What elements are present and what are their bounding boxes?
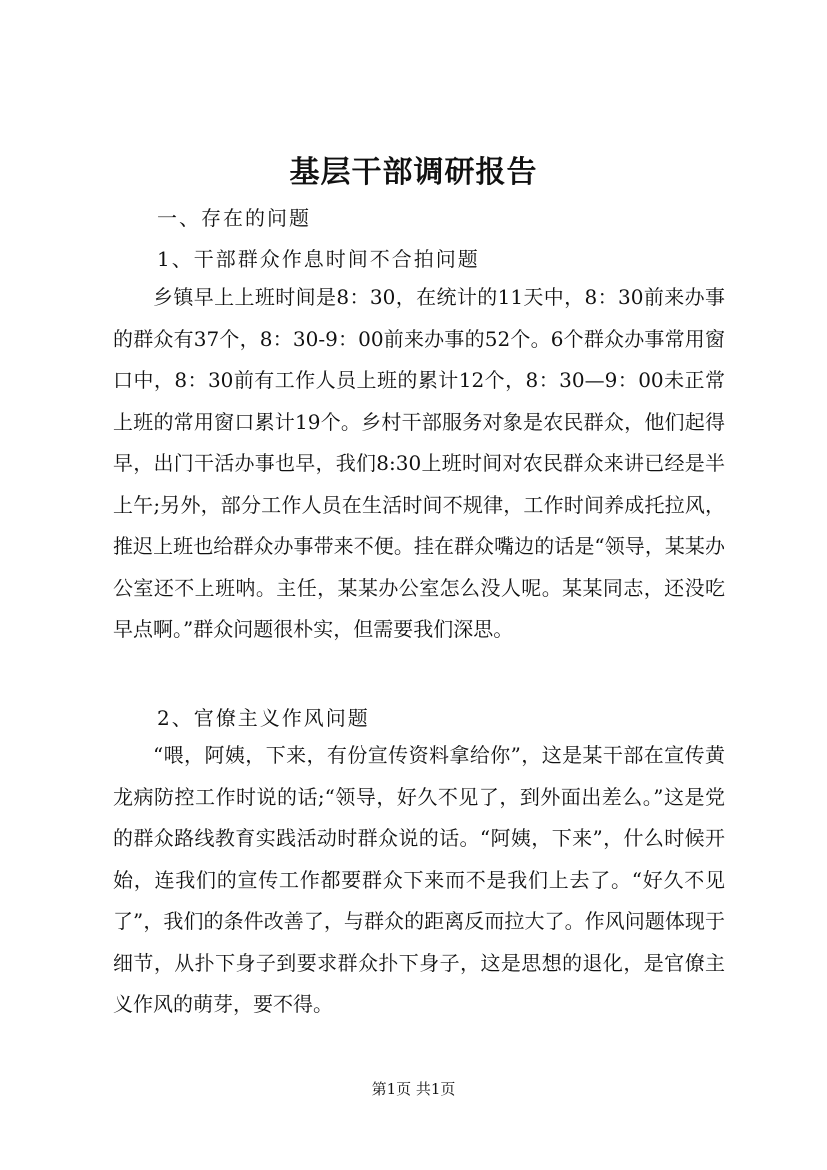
subheading-bureaucracy: 2、官僚主义作风问题 — [157, 706, 370, 730]
section-heading: 一、存在的问题 — [157, 206, 311, 230]
paragraph-bureaucracy: “喂，阿姨，下来，有份宣传资料拿给你”，这是某干部在宣传黄龙病防控工作时说的话;“领导，好久不见了，到外面出差么。”这是党的群众路线教育实践活动时群众说的话。“阿姨，下来”，什么时候开始，连我们的宣传工作都要群众下来而不是我们上去了。“好久不见了”，我们的条件改善了，与群众的距离反而拉大了。作风问题体现于细节，从扑下身子到要求群众扑下身子，这是思想的退化，是官僚主义作风的萌芽，要不得。 — [113, 743, 725, 1016]
page-number-footer: 第1页 共1页 — [371, 1080, 456, 1098]
paragraph-schedule: 乡镇早上上班时间是8：30，在统计的11天中，8：30前来办事的群众有37个，8：30-9：00前来办事的52个。6个群众办事常用窗口中，8：30前有工作人员上班的累计12个，8：30—9：00未正常上班的常用窗口累计19个。乡村干部服务对象是农民群众，他们起得早，出门干活办事也早，我们8:30上班时间对农民群众来讲已经是半上午;另外，部分工作人员在生活时间不规律，工作时间养成托拉风，推迟上班也给群众办事带来不便。挂在群众嘴边的话是“领导，某某办公室还不上班呐。主任，某某办公室怎么没人呢。某某同志，还没吃早点啊。”群众问题很朴实，但需要我们深思。 — [113, 285, 725, 641]
document-title: 基层干部调研报告 — [289, 155, 538, 190]
subheading-schedule: 1、干部群众作息时间不合拍问题 — [157, 247, 480, 271]
